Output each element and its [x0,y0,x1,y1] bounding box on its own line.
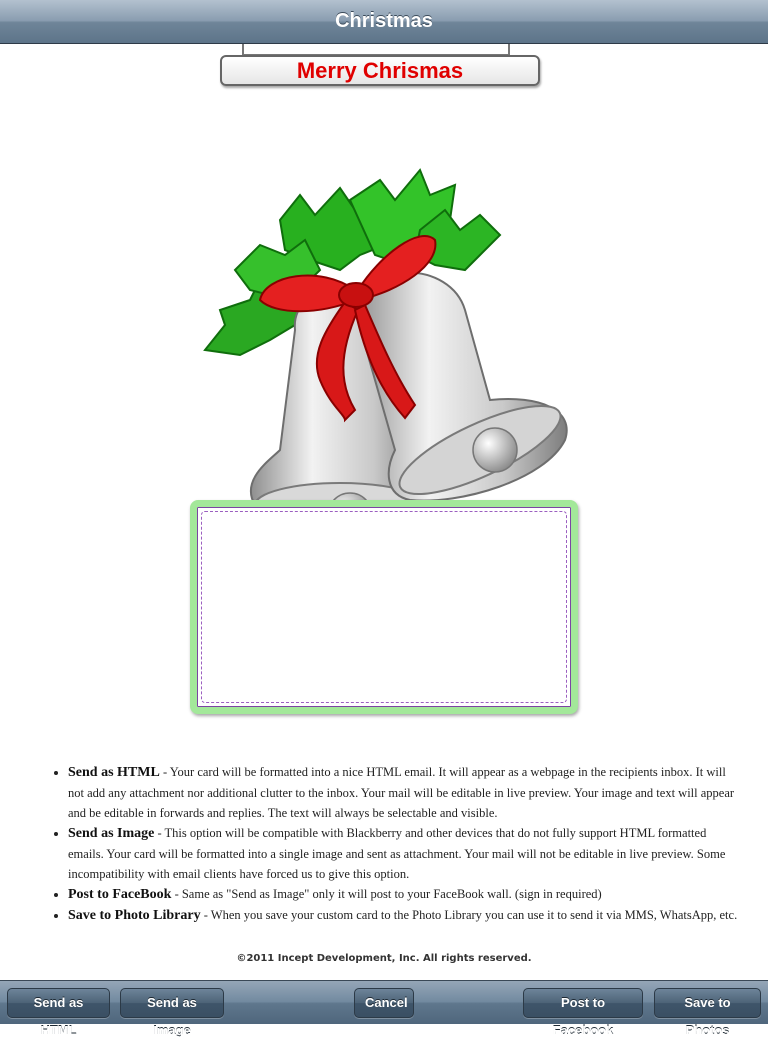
greeting-text: Merry Chrismas [296,58,464,83]
help-item-title: Send as Image [68,826,155,841]
help-item-text: - When you save your custom card to the Photo Library you can use it to send it via MMS, WhatsApp, etc. [200,908,738,922]
help-item-title: Send as HTML [68,765,160,780]
cancel-button[interactable]: Cancel [354,988,414,1018]
help-item-text: - Same as "Send as Image" only it will post to your FaceBook wall. (sign in required) [171,887,602,901]
bottom-toolbar [0,980,768,1038]
copyright-text: ©2011 Incept Development, Inc. All rights reserved. [236,953,532,964]
help-item-text: - Your card will be formatted into a nice HTML email. It will appear as a webpage in the recipients inbox. It will not add any attachment nor additional clutter to the inbox. Your mail will be editable in live preview. Your image and text will appear and be editable in forwards and replies. The text will always be selectable and visible. [68,765,735,820]
help-list [40,762,740,926]
right-bell-clapper [473,428,517,472]
save-to-photos-button[interactable]: Save to Photos [654,988,761,1018]
post-to-facebook-button[interactable]: Post to Facebook [523,988,643,1018]
send-as-image-button[interactable]: Send as Image [120,988,224,1018]
christmas-bells-icon [180,160,580,555]
navigation-bar [0,0,768,44]
greeting-plate[interactable] [220,55,540,86]
card-message-frame[interactable] [190,500,578,714]
help-item-title: Save to Photo Library [68,908,201,923]
help-item-text: - This option will be compatible with Blackberry and other devices that do not fully support HTML formatted emails. Your card will be formatted into a single image and sent as attachment. Your mail will not be editable in live preview. Some incompatibility with email clients have forced us to give this option. [68,826,726,881]
list-item [68,884,740,905]
list-item [68,823,740,884]
list-item [68,762,740,823]
page-title: Christmas [335,10,433,32]
list-item [68,905,740,926]
help-item-title: Post to FaceBook [68,887,172,902]
send-as-html-button[interactable]: Send as HTML [7,988,110,1018]
card-message-area[interactable] [207,517,561,697]
ribbon-knot [339,283,373,307]
